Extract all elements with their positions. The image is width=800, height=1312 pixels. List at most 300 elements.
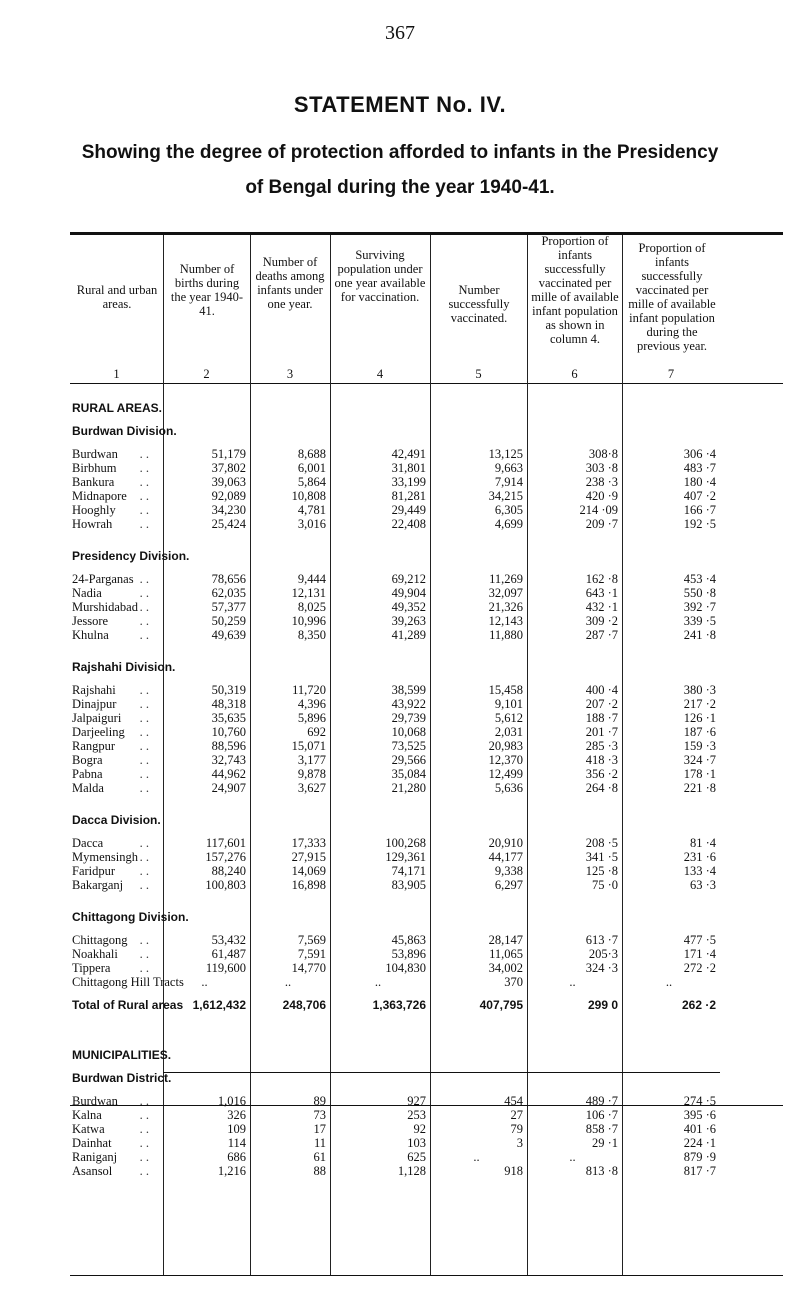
area-name: Katwa <box>72 1122 105 1136</box>
spacer-row <box>70 1062 783 1071</box>
section-heading <box>70 813 783 827</box>
cell-col-7: 178 ·1 <box>683 767 716 781</box>
cell-col-3: 6,001 <box>297 461 326 475</box>
area-name: 24-Parganas <box>72 572 134 586</box>
cell-col-4: 45,863 <box>391 933 426 947</box>
header-births: Number of births during the year 1940-41. <box>170 262 244 318</box>
table-row <box>70 836 783 850</box>
section-heading <box>70 1048 783 1062</box>
cell-col-5: 15,458 <box>488 683 523 697</box>
table-row <box>70 933 783 947</box>
cell-col-5: 4,699 <box>494 517 523 531</box>
cell-col-5: 5,612 <box>494 711 523 725</box>
table-row <box>70 475 783 489</box>
cell-col-3: 692 <box>307 725 326 739</box>
cell-col-7: 879 ·9 <box>683 1150 716 1164</box>
cell-col-4: 39,263 <box>391 614 426 628</box>
spacer-row <box>70 989 783 998</box>
cell-col-5: 27 <box>510 1108 523 1122</box>
cell-col-4: 43,922 <box>391 697 426 711</box>
cell-col-6: 264 ·8 <box>585 781 618 795</box>
cell-col-5: 12,143 <box>488 614 523 628</box>
cell-col-7: 159 ·3 <box>683 739 716 753</box>
cell-col-4: 73,525 <box>391 739 426 753</box>
leader-dots: . . <box>139 628 149 642</box>
column-number: 3 <box>286 367 294 381</box>
cell-col-6: 29 ·1 <box>591 1136 618 1150</box>
cell-col-4: 29,566 <box>391 753 426 767</box>
section-heading-label: Rajshahi Division. <box>72 660 176 674</box>
cell-col-3: 17,333 <box>291 836 326 850</box>
table-row <box>70 683 783 697</box>
area-name: Tippera <box>72 961 111 975</box>
table-row <box>70 739 783 753</box>
cell-col-2: .. <box>201 975 208 989</box>
cell-col-6: 303 ·8 <box>585 461 618 475</box>
spacer-row <box>70 1030 783 1039</box>
cell-col-3: .. <box>284 975 292 989</box>
cell-col-3: 248,706 <box>282 998 326 1012</box>
cell-col-2: 44,962 <box>211 767 246 781</box>
cell-col-5: 11,269 <box>489 572 523 586</box>
cell-col-4: 35,084 <box>391 767 426 781</box>
cell-col-2: 78,656 <box>211 572 246 586</box>
cell-col-6: 285 ·3 <box>585 739 618 753</box>
cell-col-4: 103 <box>407 1136 426 1150</box>
area-name: Midnapore <box>72 489 127 503</box>
column-number: 6 <box>571 367 578 381</box>
area-name: Birbhum <box>72 461 117 475</box>
leader-dots: . . <box>139 503 149 517</box>
cell-col-7: 231 ·6 <box>683 850 716 864</box>
section-heading-label: Dacca Division. <box>72 813 161 827</box>
cell-col-4: 42,491 <box>391 447 426 461</box>
table-row <box>70 697 783 711</box>
leader-dots: . . <box>139 1094 149 1108</box>
cell-col-2: 35,635 <box>211 711 246 725</box>
section-heading-label: Burdwan District. <box>72 1071 172 1085</box>
table-row <box>70 947 783 961</box>
leader-dots: . . <box>139 1108 149 1122</box>
table-row <box>70 600 783 614</box>
cell-col-5: 21,326 <box>488 600 523 614</box>
vaccination-table <box>70 392 783 1178</box>
cell-col-6: 209 ·7 <box>585 517 618 531</box>
section-heading <box>70 549 783 563</box>
cell-col-4: 129,361 <box>385 850 426 864</box>
header-vaccinated: Number successfully vaccinated. <box>448 283 510 325</box>
section-heading <box>70 660 783 674</box>
cell-col-2: 37,802 <box>211 461 246 475</box>
cell-col-4: 29,739 <box>391 711 426 725</box>
cell-col-4: 1,363,726 <box>372 998 426 1012</box>
area-name: Dinajpur <box>72 697 117 711</box>
cell-col-4: 53,896 <box>391 947 426 961</box>
table-row <box>70 1150 783 1164</box>
leader-dots: . . <box>139 572 149 586</box>
table-row <box>70 447 783 461</box>
header-deaths: Number of deaths among infants under one year. <box>255 255 325 311</box>
cell-col-7: 241 ·8 <box>683 628 716 642</box>
spacer-row <box>70 892 783 901</box>
cell-col-4: 69,212 <box>391 572 426 586</box>
cell-col-3: 9,444 <box>297 572 326 586</box>
cell-col-6: 188 ·7 <box>585 711 618 725</box>
cell-col-7: 180 ·4 <box>683 475 716 489</box>
leader-dots: . . <box>139 614 149 628</box>
leader-dots: . . <box>139 947 149 961</box>
cell-col-6: 208 ·5 <box>585 836 618 850</box>
area-name: Asansol <box>72 1164 113 1178</box>
leader-dots: . . <box>139 1122 149 1136</box>
cell-col-6: .. <box>569 975 576 989</box>
cell-col-6: .. <box>569 1150 576 1164</box>
cell-col-5: 6,297 <box>494 878 523 892</box>
cell-col-6: 106 ·7 <box>585 1108 618 1122</box>
cell-col-7: 133 ·4 <box>683 864 716 878</box>
area-name: Dacca <box>72 836 104 850</box>
cell-col-7: 550 ·8 <box>683 586 716 600</box>
cell-col-4: 49,352 <box>391 600 426 614</box>
cell-col-6: 858 ·7 <box>585 1122 618 1136</box>
cell-col-3: 12,131 <box>291 586 326 600</box>
cell-col-3: 4,396 <box>297 697 326 711</box>
cell-col-5: 13,125 <box>488 447 523 461</box>
area-name: Raniganj <box>72 1150 118 1164</box>
area-name: Burdwan <box>72 1094 118 1108</box>
area-name: Howrah <box>72 517 113 531</box>
cell-col-7: 407 ·2 <box>683 489 716 503</box>
cell-col-5: 20,983 <box>488 739 523 753</box>
section-heading <box>70 910 783 924</box>
cell-col-5: 20,910 <box>488 836 523 850</box>
cell-col-2: 1,016 <box>217 1094 246 1108</box>
cell-col-2: 32,743 <box>211 753 246 767</box>
area-name: Chittagong <box>72 933 128 947</box>
cell-col-3: 4,781 <box>297 503 326 517</box>
cell-col-4: 104,830 <box>385 961 426 975</box>
section-heading-label: MUNICIPALITIES. <box>72 1048 172 1062</box>
cell-col-4: 100,268 <box>385 836 426 850</box>
cell-col-4: 927 <box>407 1094 426 1108</box>
spacer-row <box>70 1085 783 1094</box>
cell-col-7: 306 ·4 <box>683 447 716 461</box>
section-heading <box>70 401 783 415</box>
cell-col-7: 339 ·5 <box>683 614 716 628</box>
column-number: 2 <box>203 367 210 381</box>
cell-col-7: 395 ·6 <box>683 1108 716 1122</box>
area-name: Mymensingh <box>72 850 138 864</box>
cell-col-6: 324 ·3 <box>585 961 618 975</box>
cell-col-7: 274 ·5 <box>683 1094 716 1108</box>
area-name: Jessore <box>72 614 109 628</box>
cell-col-6: 238 ·3 <box>585 475 618 489</box>
cell-col-2: 53,432 <box>211 933 246 947</box>
cell-col-2: 10,760 <box>211 725 246 739</box>
cell-col-6: 643 ·1 <box>585 586 618 600</box>
subtitle-line-1: Showing the degree of protection afforded to infants in the Presidency <box>81 142 719 163</box>
area-name: Dainhat <box>72 1136 112 1150</box>
spacer-row <box>70 392 783 401</box>
leader-dots: . . <box>139 489 149 503</box>
cell-col-7: 126 ·1 <box>683 711 716 725</box>
cell-col-5: 9,663 <box>494 461 523 475</box>
cell-col-5: 918 <box>504 1164 523 1178</box>
section-heading-label: Presidency Division. <box>72 549 190 563</box>
leader-dots: . . <box>139 850 149 864</box>
page-number: 367 <box>385 22 415 44</box>
table-row <box>70 975 783 989</box>
spacer-row <box>70 531 783 540</box>
spacer-row <box>70 1012 783 1021</box>
cell-col-6: 75 ·0 <box>591 878 618 892</box>
statement-title: STATEMENT No. IV. <box>293 92 507 117</box>
area-name: Kalna <box>72 1108 102 1122</box>
cell-col-6: 207 ·2 <box>585 697 618 711</box>
cell-col-2: 49,639 <box>211 628 246 642</box>
table-row <box>70 725 783 739</box>
area-name: Murshidabad <box>72 600 138 614</box>
column-number: 4 <box>376 367 384 381</box>
cell-col-6: 341 ·5 <box>585 850 618 864</box>
table-row <box>70 878 783 892</box>
cell-col-3: 61 <box>313 1150 326 1164</box>
cell-col-4: 21,280 <box>391 781 426 795</box>
cell-col-6: 201 ·7 <box>585 725 618 739</box>
cell-col-7: 272 ·2 <box>683 961 716 975</box>
column-number: 5 <box>475 367 482 381</box>
table-row <box>70 489 783 503</box>
cell-col-2: 88,596 <box>211 739 246 753</box>
cell-col-2: 1,216 <box>217 1164 246 1178</box>
cell-col-3: 3,016 <box>297 517 326 531</box>
leader-dots: . . <box>139 447 149 461</box>
cell-col-2: 117,601 <box>205 836 246 850</box>
leader-dots: . . <box>139 781 149 795</box>
leader-dots: . . <box>139 683 149 697</box>
cell-col-7: 224 ·1 <box>683 1136 716 1150</box>
table-row <box>70 572 783 586</box>
table-row <box>70 864 783 878</box>
cell-col-5: 2,031 <box>494 725 523 739</box>
cell-col-2: 1,612,432 <box>192 998 246 1012</box>
table-row <box>70 1108 783 1122</box>
leader-dots: . . <box>139 1164 149 1178</box>
cell-col-5: 6,305 <box>494 503 523 517</box>
cell-col-2: 61,487 <box>211 947 246 961</box>
cell-col-4: 10,068 <box>391 725 426 739</box>
cell-col-2: 50,319 <box>211 683 246 697</box>
spacer-row <box>70 901 783 910</box>
leader-dots: . . <box>139 933 149 947</box>
cell-col-7: 324 ·7 <box>683 753 716 767</box>
cell-col-3: 8,688 <box>297 447 326 461</box>
table-row <box>70 767 783 781</box>
header-surviving: Surviving population under one year available for vaccination. <box>334 248 426 304</box>
leader-dots: . . <box>139 600 149 614</box>
cell-col-3: 5,864 <box>297 475 326 489</box>
table-row <box>70 753 783 767</box>
section-heading-label: Chittagong Division. <box>72 910 189 924</box>
table-row <box>70 1164 783 1178</box>
cell-col-3: 7,591 <box>297 947 326 961</box>
cell-col-3: 14,069 <box>291 864 326 878</box>
cell-col-5: 44,177 <box>488 850 523 864</box>
table-row <box>70 1094 783 1108</box>
spacer-row <box>70 804 783 813</box>
cell-col-4: 29,449 <box>391 503 426 517</box>
spacer-row <box>70 674 783 683</box>
cell-col-4: 74,171 <box>391 864 426 878</box>
cell-col-3: 3,627 <box>297 781 326 795</box>
table-row <box>70 961 783 975</box>
cell-col-7: 453 ·4 <box>683 572 716 586</box>
cell-col-2: 39,063 <box>211 475 246 489</box>
cell-col-5: 5,636 <box>494 781 523 795</box>
cell-col-5: 12,499 <box>488 767 523 781</box>
cell-col-3: 11,720 <box>292 683 326 697</box>
area-name: Khulna <box>72 628 109 642</box>
spacer-row <box>70 827 783 836</box>
cell-col-5: 7,914 <box>494 475 523 489</box>
cell-col-2: 24,907 <box>211 781 246 795</box>
cell-col-7: 392 ·7 <box>683 600 716 614</box>
table-row <box>70 850 783 864</box>
cell-col-2: 100,803 <box>205 878 246 892</box>
cell-col-6: 418 ·3 <box>585 753 618 767</box>
cell-col-3: 17 <box>313 1122 326 1136</box>
area-name: Bogra <box>72 753 103 767</box>
cell-col-7: 63 ·3 <box>689 878 716 892</box>
section-heading <box>70 424 783 438</box>
cell-col-3: 8,350 <box>297 628 326 642</box>
cell-col-3: 11 <box>313 1136 326 1150</box>
cell-col-6: 613 ·7 <box>585 933 618 947</box>
cell-col-2: 48,318 <box>211 697 246 711</box>
leader-dots: . . <box>139 836 149 850</box>
table-top-rule <box>70 232 783 235</box>
cell-col-4: 38,599 <box>391 683 426 697</box>
cell-col-2: 114 <box>227 1136 246 1150</box>
cell-col-5: 11,065 <box>489 947 523 961</box>
area-name: Hooghly <box>72 503 116 517</box>
cell-col-4: 41,289 <box>391 628 426 642</box>
spacer-row <box>70 642 783 651</box>
header-proportion-current: Proportion of infants successfully vaccinated per mille of available infant population as shown in column 4. <box>531 234 619 346</box>
cell-col-2: 326 <box>227 1108 246 1122</box>
spacer-row <box>70 563 783 572</box>
leader-dots: . . <box>139 864 149 878</box>
cell-col-6: 299 0 <box>587 998 618 1012</box>
cell-col-7: 221 ·8 <box>683 781 716 795</box>
cell-col-7: 483 ·7 <box>683 461 716 475</box>
cell-col-6: 356 ·2 <box>585 767 618 781</box>
cell-col-4: 1,128 <box>397 1164 426 1178</box>
cell-col-5: 454 <box>504 1094 523 1108</box>
cell-col-4: 253 <box>407 1108 426 1122</box>
cell-col-5: 9,338 <box>494 864 523 878</box>
cell-col-7: 166 ·7 <box>683 503 716 517</box>
cell-col-6: 287 ·7 <box>585 628 618 642</box>
cell-col-5: 9,101 <box>494 697 523 711</box>
header-bottom-rule <box>70 383 783 384</box>
cell-col-3: 10,808 <box>291 489 326 503</box>
subtitle-line-2: of Bengal during the year 1940-41. <box>245 177 555 198</box>
spacer-row <box>70 795 783 804</box>
cell-col-3: 3,177 <box>297 753 326 767</box>
cell-col-3: 73 <box>313 1108 326 1122</box>
table-row <box>70 503 783 517</box>
area-name: Darjeeling <box>72 725 125 739</box>
cell-col-6: 432 ·1 <box>585 600 618 614</box>
cell-col-5: 34,215 <box>488 489 523 503</box>
cell-col-2: 157,276 <box>205 850 246 864</box>
section-heading-label: RURAL AREAS. <box>72 401 163 415</box>
cell-col-2: 51,179 <box>211 447 246 461</box>
cell-col-4: 49,904 <box>391 586 426 600</box>
section-heading-label: Burdwan Division. <box>72 424 177 438</box>
cell-col-5: 407,795 <box>479 998 523 1012</box>
area-name: Total of Rural areas <box>72 998 184 1012</box>
cell-col-2: 88,240 <box>211 864 246 878</box>
area-name: Malda <box>72 781 104 795</box>
table-row <box>70 1122 783 1136</box>
table-row <box>70 614 783 628</box>
spacer-row <box>70 924 783 933</box>
cell-col-7: 477 ·5 <box>683 933 716 947</box>
column-number: 1 <box>113 367 120 381</box>
table-row <box>70 1136 783 1150</box>
cell-col-6: 309 ·2 <box>585 614 618 628</box>
cell-col-2: 50,259 <box>211 614 246 628</box>
area-name: Pabna <box>72 767 103 781</box>
table-row <box>70 711 783 725</box>
spacer-row <box>70 540 783 549</box>
leader-dots: . . <box>139 739 149 753</box>
spacer-row <box>70 438 783 447</box>
cell-col-2: 686 <box>227 1150 246 1164</box>
cell-col-4: 92 <box>413 1122 426 1136</box>
cell-col-4: 31,801 <box>391 461 426 475</box>
cell-col-3: 89 <box>313 1094 326 1108</box>
cell-col-2: 92,089 <box>211 489 246 503</box>
cell-col-3: 10,996 <box>291 614 326 628</box>
leader-dots: . . <box>139 711 149 725</box>
leader-dots: . . <box>139 961 149 975</box>
total-row <box>70 998 783 1012</box>
cell-col-5: 79 <box>510 1122 523 1136</box>
cell-col-6: 813 ·8 <box>585 1164 618 1178</box>
cell-col-5: 34,002 <box>488 961 523 975</box>
cell-col-2: 109 <box>227 1122 246 1136</box>
cell-col-7: 401 ·6 <box>683 1122 716 1136</box>
cell-col-3: 16,898 <box>291 878 326 892</box>
cell-col-7: 380 ·3 <box>683 683 716 697</box>
cell-col-2: 57,377 <box>211 600 246 614</box>
section-heading <box>70 1071 783 1085</box>
cell-col-2: 62,035 <box>211 586 246 600</box>
spacer-row <box>70 1039 783 1048</box>
table-row <box>70 628 783 642</box>
column-number: 7 <box>667 367 675 381</box>
cell-col-3: 15,071 <box>291 739 326 753</box>
cell-col-2: 25,424 <box>211 517 246 531</box>
cell-col-5: 12,370 <box>488 753 523 767</box>
cell-col-3: 9,878 <box>297 767 326 781</box>
cell-col-6: 400 ·4 <box>585 683 618 697</box>
table-row <box>70 461 783 475</box>
cell-col-7: 217 ·2 <box>683 697 716 711</box>
